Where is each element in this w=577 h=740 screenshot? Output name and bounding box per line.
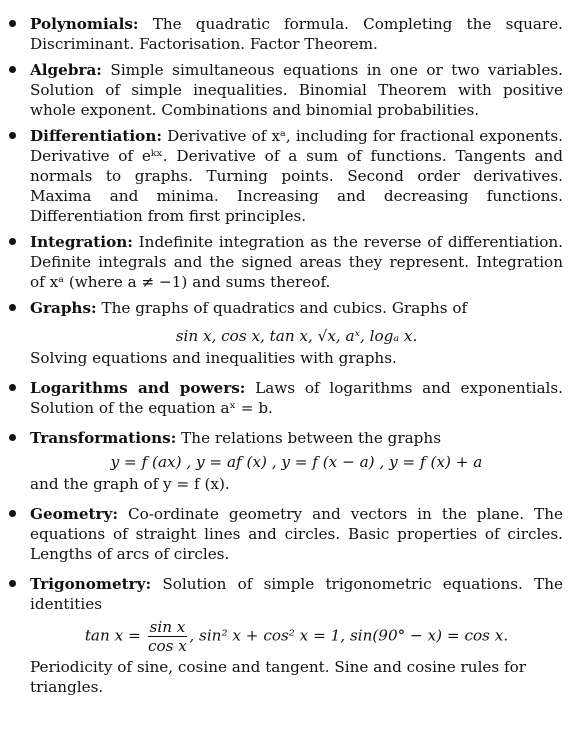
topic-text [30, 378, 563, 418]
trig-fraction [148, 618, 188, 655]
topic-heading: Trigonometry: [30, 575, 152, 593]
graphs-after-text: Solving equations and inequalities with graphs. [30, 349, 397, 367]
topic-geometry [0, 504, 577, 564]
bullet-icon [9, 238, 16, 245]
topic-body: The quadratic formula. Completing the square. Discriminant. Factorisation. Factor Theorem. [30, 15, 564, 53]
bullet-icon [9, 580, 16, 587]
topic-heading: Integration: [30, 233, 133, 251]
topic-heading: Polynomials: [30, 15, 139, 33]
topic-body: Co-ordinate geometry and vectors in the plane. The equations of straight lines and circles. Basic properties of circles. Lengths of arcs of circles. [30, 505, 563, 563]
bullet-icon [9, 510, 16, 517]
topic-body: Simple simultaneous equations in one or two variables. Solution of simple inequalities. Binomial Theorem with positive whole exponent. Combinations and binomial probabilities. [30, 61, 563, 119]
trig-fraction-numerator: sin x [149, 618, 186, 636]
topic-heading: Transformations: [30, 429, 177, 447]
topic-heading: Differentiation: [30, 127, 162, 145]
topic-body: The graphs of quadratics and cubics. Graphs of [101, 299, 468, 317]
topic-body: Laws of logarithms and exponentials. Solution of the equation aˣ = b. [30, 379, 563, 417]
trig-identities-rest: , sin² x + cos² x = 1, sin(90° − x) = cos x. [189, 626, 509, 645]
topic-text [30, 14, 563, 54]
topic-text [30, 428, 563, 448]
bullet-icon [9, 20, 16, 27]
trigonometry-after-text: Periodicity of sine, cosine and tangent. Sine and cosine rules for triangles. [30, 658, 527, 696]
topic-polynomials [0, 14, 577, 54]
topic-logarithms [0, 378, 577, 418]
topic-text [30, 60, 563, 120]
topic-integration [0, 232, 577, 292]
transformations-display-formula: y = f (ax) , y = af (x) , y = f (x − a) , y = f (x) + a [110, 453, 483, 471]
topic-text [30, 298, 563, 318]
topic-heading: Geometry: [30, 505, 118, 523]
topic-trigonometry [0, 574, 577, 614]
topic-heading: Algebra: [30, 61, 102, 79]
graphs-after [0, 348, 577, 368]
trigonometry-after [0, 657, 577, 697]
topic-text [30, 232, 563, 292]
topic-body: Indefinite integration as the reverse of differentiation. Definite integrals and the signed areas they represent. Integration of xᵃ (where a ≠ −1) and sums thereof. [30, 233, 563, 291]
topic-differentiation [0, 126, 577, 226]
bullet-icon [9, 384, 16, 391]
topic-body: Solution of simple trigonometric equations. The identities [30, 575, 563, 613]
trig-fraction-denominator: cos x [148, 637, 187, 655]
topic-text [30, 504, 563, 564]
topic-heading: Graphs: [30, 299, 97, 317]
topic-graphs [0, 298, 577, 318]
trig-display-formula [0, 616, 577, 657]
bullet-icon [9, 434, 16, 441]
bullet-icon [9, 304, 16, 311]
bullet-icon [9, 66, 16, 73]
transformations-after-text: and the graph of y = f (x). [30, 475, 230, 493]
topic-body: The relations between the graphs [181, 429, 441, 447]
trig-tan-lhs: tan x = [84, 626, 141, 645]
topic-text [30, 126, 563, 226]
graphs-display-formula: sin x, cos x, tan x, √x, aˣ, logₐ x. [175, 327, 418, 345]
topic-body: Derivative of xᵃ, including for fractional exponents. Derivative of eᵏˣ. Derivative of a sum of functions. Tangents and normals to graphs. Turning points. Second order derivatives. Maxima and minima. Increasing and decreasing functions. Differentiation from first principles. [30, 127, 563, 225]
transformations-after [0, 474, 577, 494]
topic-algebra [0, 60, 577, 120]
bullet-icon [9, 132, 16, 139]
topic-text [30, 574, 563, 614]
topic-heading: Logarithms and powers: [30, 379, 246, 397]
topic-transformations [0, 428, 577, 448]
